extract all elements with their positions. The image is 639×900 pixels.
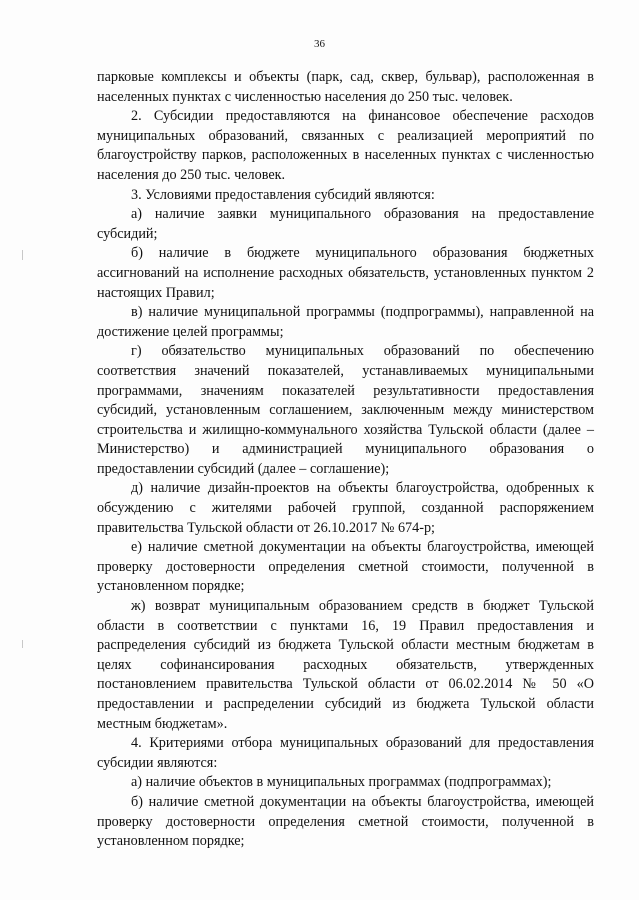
condition-item-b: б) наличие в бюджете муниципального образования бюджетных ассигнований на исполнение расходных обязательств, установленных пунктом 2 настоящих Правил; — [97, 245, 594, 301]
criteria-item-a: а) наличие объектов в муниципальных программах (подпрограммах); — [131, 774, 552, 791]
paragraph-2-subsidies: 2. Субсидии предоставляются на финансовое обеспечение расходов муниципальных образований, связанных с реализацией мероприятий по благоустройству парков, расположенных в населенных пунктах с численностью населения до 250 тыс. человек. — [97, 108, 594, 183]
condition-item-e: е) наличие сметной документации на объекты благоустройства, имеющей проверку достоверности определения сметной стоимости, полученной в установленном порядке; — [97, 539, 594, 595]
condition-item-d: д) наличие дизайн-проектов на объекты благоустройства, одобренных к обсуждению с жителями рабочей группой, созданной распоряжением правительства Тульской области от 26.10.2017 № 674-р; — [97, 480, 594, 536]
scan-edge-mark — [22, 640, 23, 648]
condition-item-a: а) наличие заявки муниципального образования на предоставление субсидий; — [97, 206, 594, 242]
criteria-item-b: б) наличие сметной документации на объекты благоустройства, имеющей проверку достоверности определения сметной стоимости, полученной в установленном порядке; — [97, 793, 594, 850]
condition-item-g: г) обязательство муниципальных образований по обеспечению соответствия значений показателей, устанавливаемых муниципальными программами, значениям показателей результативности предоставления субсидий, установленным соглашением, заключенным между министерством строительства и жилищно-коммунального хозяйства Тульской области (далее – Министерство) и администрацией муниципального образования о предоставлении субсидий (далее – соглашение); — [97, 343, 594, 477]
paragraph-4-criteria: 4. Критериями отбора муниципальных образований для предоставления субсидии являются: — [97, 735, 594, 771]
paragraph-continuation: парковые комплексы и объекты (парк, сад, сквер, бульвар), расположенная в населенных пунктах с численностью населения до 250 тыс. человек. — [97, 69, 594, 105]
paragraph-3-conditions: 3. Условиями предоставления субсидий являются: — [131, 186, 435, 203]
scan-edge-mark — [22, 250, 23, 260]
document-body — [97, 68, 594, 852]
condition-item-zh: ж) возврат муниципальным образованием средств в бюджет Тульской области в соответствии с пунктами 16, 19 Правил предоставления и распределения субсидий из бюджета Тульской области местным бюджетам в целях софинансирования расходных обязательств, утвержденных постановлением правительства Тульской области от 06.02.2014 № 50 «О предоставлении и распределении субсидий из бюджета Тульской области местным бюджетам». — [97, 598, 594, 732]
page-number: 36 — [314, 38, 325, 50]
condition-item-v: в) наличие муниципальной программы (подпрограммы), направленной на достижение целей программы; — [97, 304, 594, 340]
